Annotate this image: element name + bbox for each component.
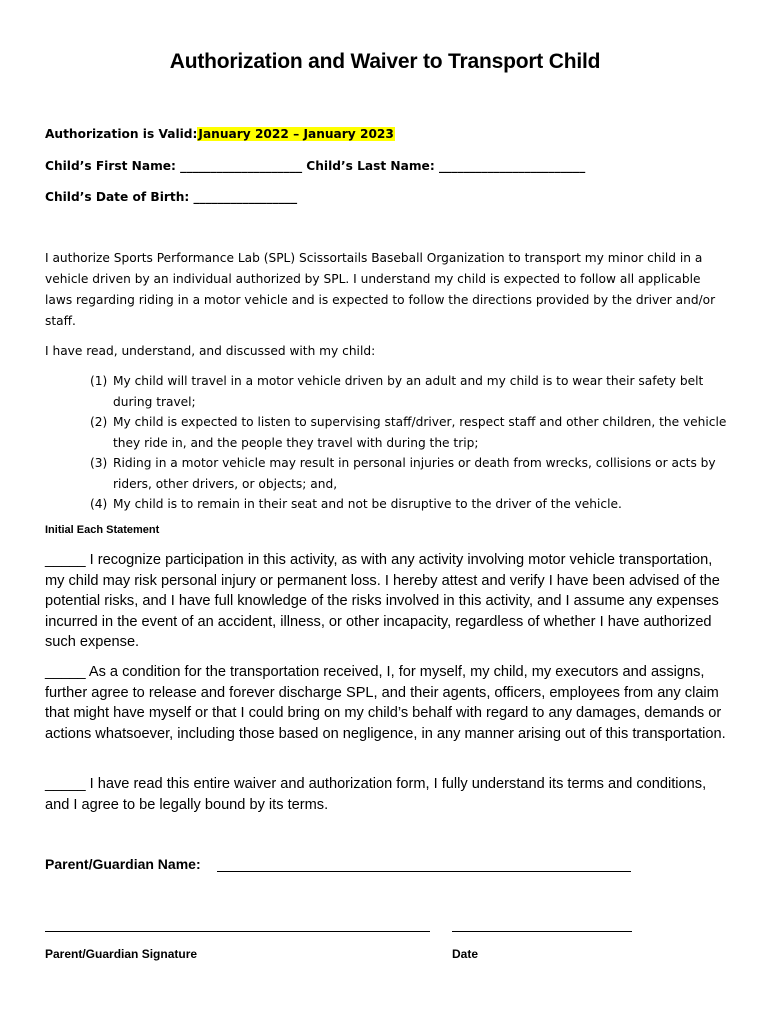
child-dob-row [45,190,297,204]
first-name-field[interactable]: Child’s First Name: ____________________ [45,159,303,173]
list-item-number: (4) [90,497,108,511]
statement-release: _____ As a condition for the transportation received, I, for myself, my child, my executors and assigns, further agree to release and forever discharge SPL, and their agents, officers, employees from any claim that might have myself or that I could bring on my child’s behalf with regard to any damages, demands or actions whatsoever, including those based on negligence, in any manner arising out of this transportation. [45,664,726,742]
list-item [90,453,730,494]
dob-field[interactable]: Child’s Date of Birth: _________________ [45,190,298,204]
discussed-line: I have read, understand, and discussed with my child: [45,344,376,358]
date-line[interactable] [452,931,632,932]
signature-line[interactable] [45,931,430,932]
valid-label: Authorization is Valid: [45,127,198,141]
list-item-text: My child is expected to listen to supervising staff/driver, respect staff and other children, the vehicle they ride in, and the people they travel with during the trip; [113,415,727,450]
signature-label: Parent/Guardian Signature [45,947,198,961]
valid-period-row [45,127,395,141]
list-item-text: Riding in a motor vehicle may result in personal injuries or death from wrecks, collisions or acts by riders, other drivers, or objects; and, [113,456,716,491]
date-label: Date [452,947,479,961]
list-item [90,412,730,453]
statement-risk: _____ I recognize participation in this activity, as with any activity involving motor vehicle transportation, my child may risk personal injury or permanent loss. I hereby attest and verify I have been advised of the potential risks, and I have full knowledge of the risks involved in this activity, and I assume any expenses incurred in the event of an accident, illness, or other incapacity, regardless of whether I have authorized such expense. [45,552,720,651]
list-item-number: (3) [90,456,108,470]
intro-paragraph: I authorize Sports Performance Lab (SPL) Scissortails Baseball Organization to transport my minor child in a vehicle driven by an individual authorized by SPL. I understand my child is expected to follow all applicable laws regarding riding in a motor vehicle and is expected to follow the directions provided by the driver and/or staff. [45,251,716,328]
guardian-name-line[interactable] [217,871,631,872]
last-name-field[interactable]: Child’s Last Name: ________________________ [306,159,586,173]
statement-agreement: _____ I have read this entire waiver and authorization form, I fully understand its terms and conditions, and I agree to be legally bound by its terms. [45,776,707,813]
child-name-row [45,159,585,173]
initial-heading: Initial Each Statement [45,524,160,536]
guardian-name-label: Parent/Guardian Name: [45,856,201,872]
list-item-number: (1) [90,374,108,388]
valid-value: January 2022 – January 2023 [198,127,394,141]
page-title: Authorization and Waiver to Transport Child [169,50,601,73]
acknowledgement-list [90,371,730,515]
list-item-text: My child is to remain in their seat and not be disruptive to the driver of the vehicle. [113,497,622,511]
list-item [90,371,730,412]
list-item [90,494,730,515]
list-item-text: My child will travel in a motor vehicle driven by an adult and my child is to wear their safety belt during travel; [113,374,704,409]
list-item-number: (2) [90,415,108,429]
